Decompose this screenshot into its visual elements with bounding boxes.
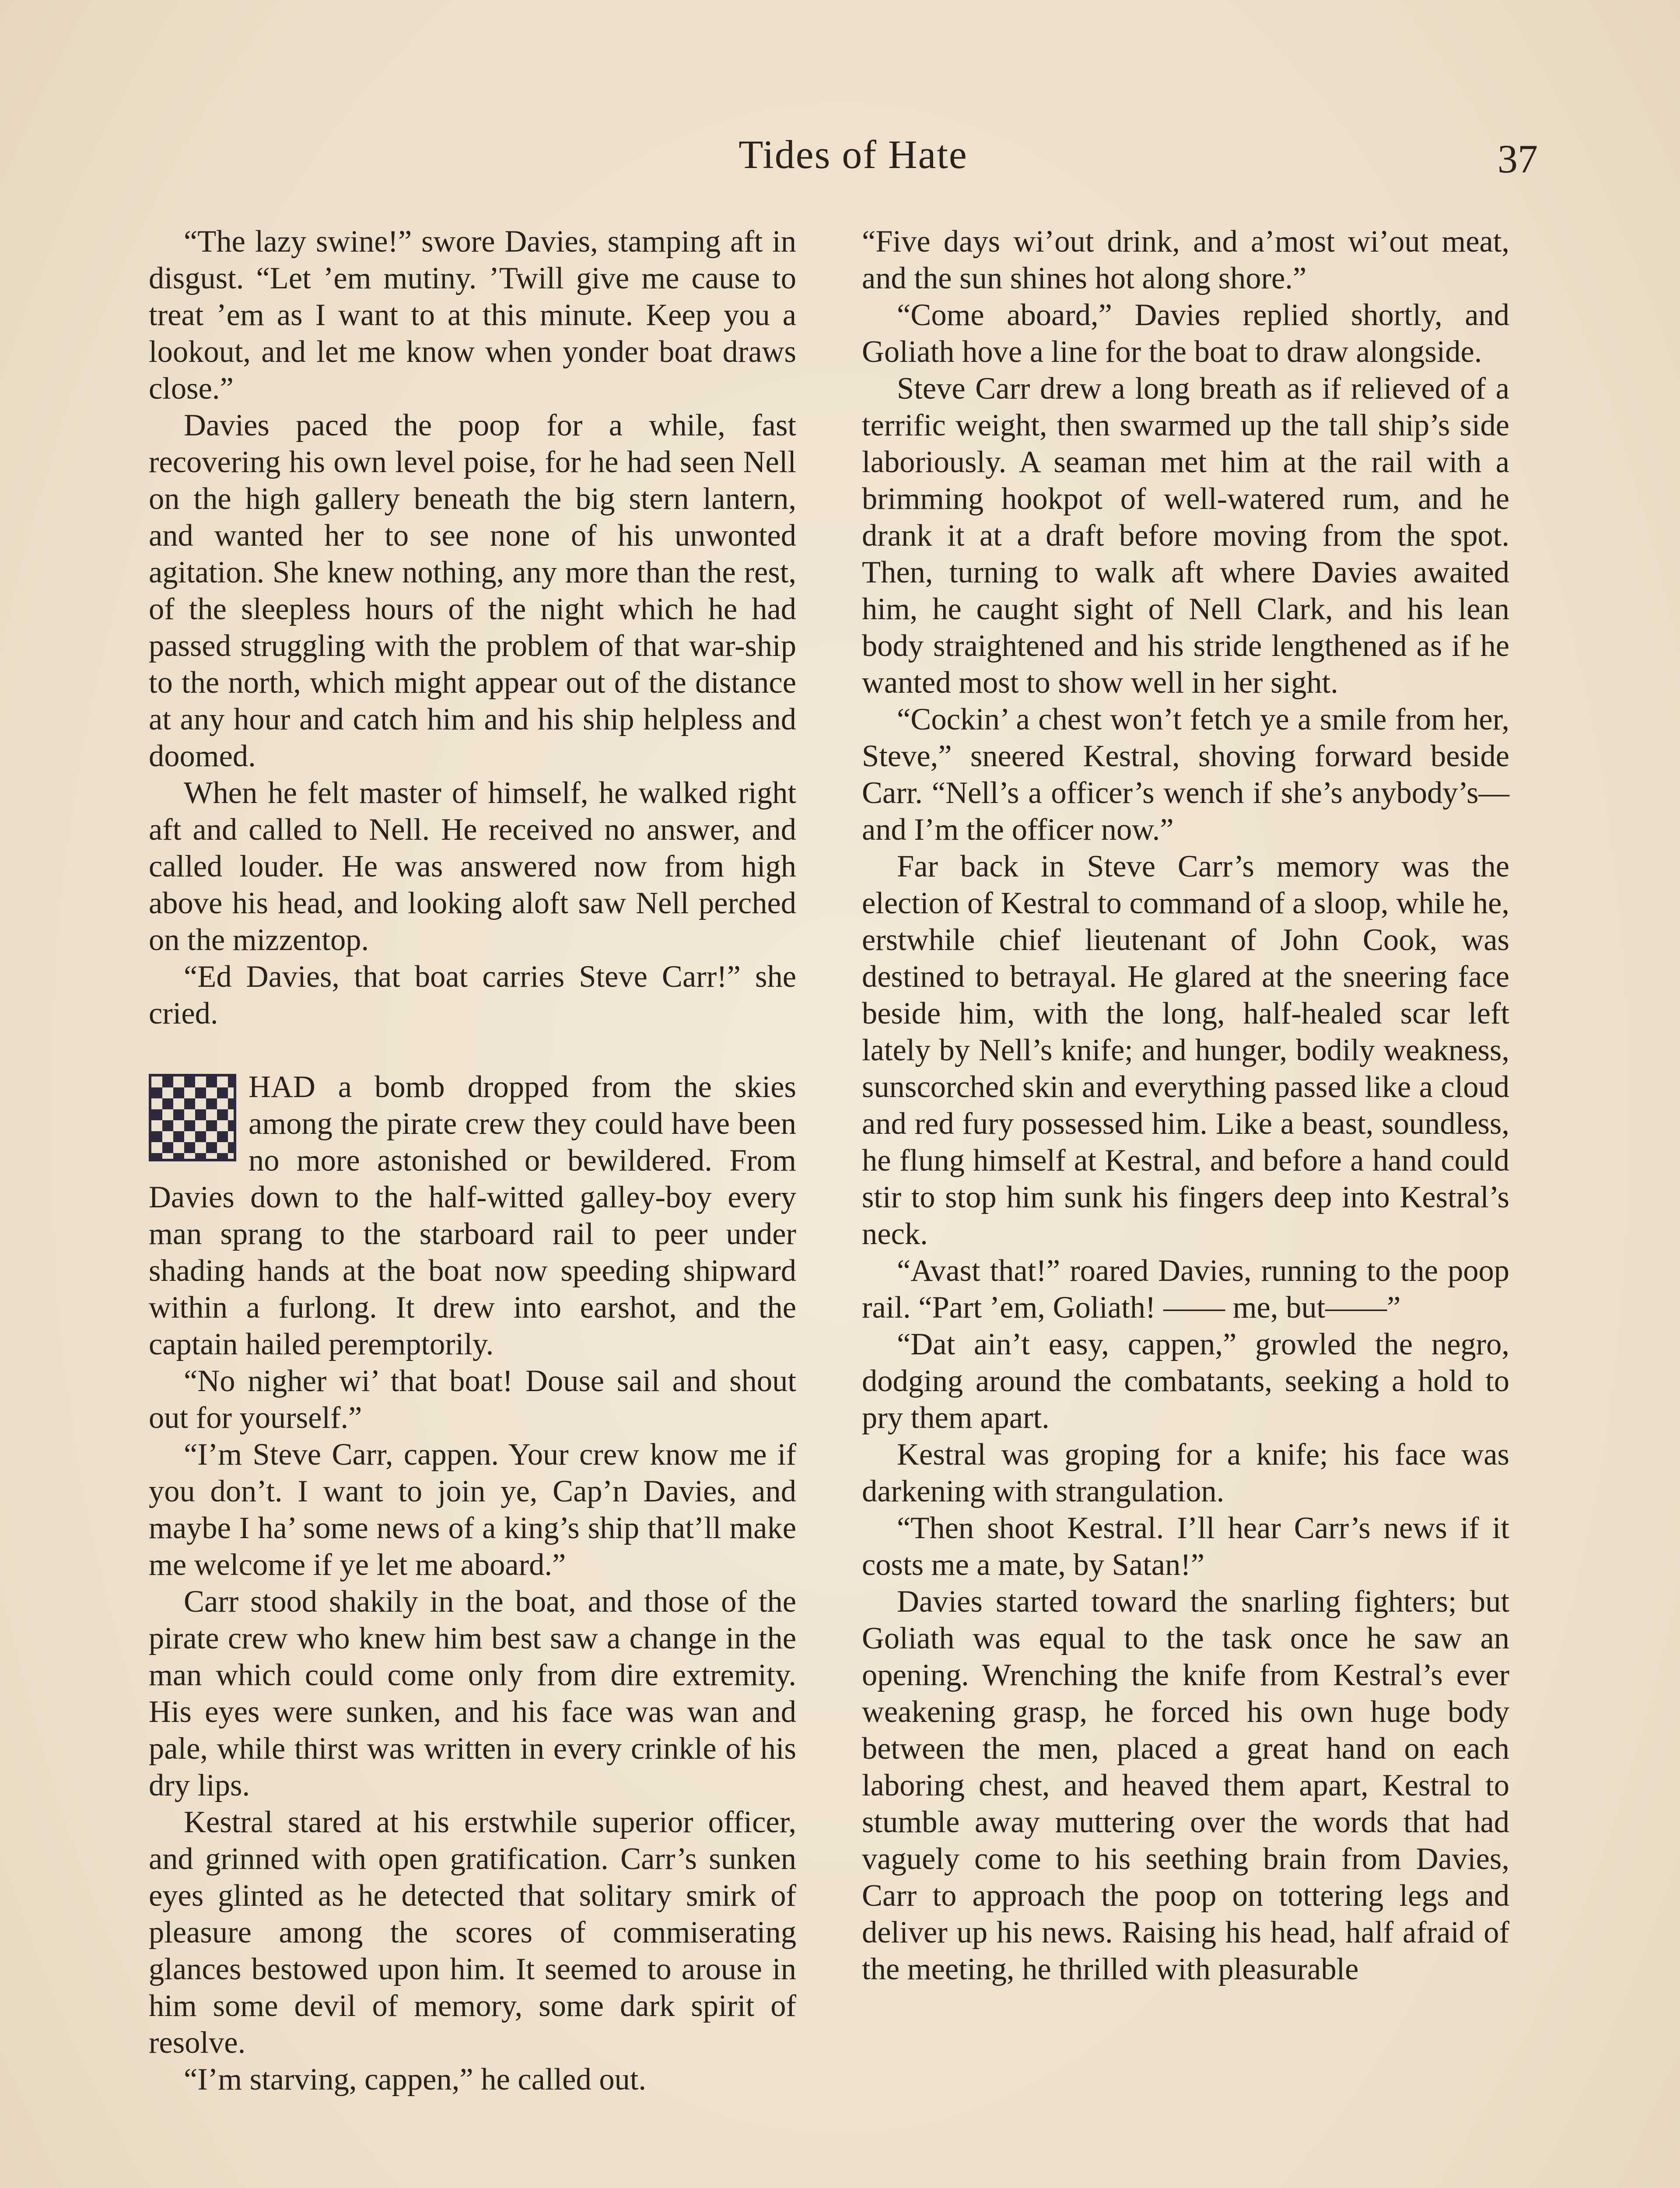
paragraph: “The lazy swine!” swore Davies, stamping aft in disgust. “Let ’em mutiny. ’Twill give me cause to treat ’em as I want to at this minute. Keep you a lookout, and let me know when yonder boat draws close.”: [149, 224, 796, 406]
right-column: [862, 223, 1509, 1988]
paragraph: Davies started toward the snarling fighters; but Goliath was equal to the task once he saw an opening. Wrenching the knife from Kestral’s ever weakening grasp, he forced his own huge body between the men, placed a great hand on each laboring chest, and heaved them apart, Kestral to stumble away muttering over the words that had vaguely come to his seething brain from Davies, Carr to approach the poop on tottering legs and deliver up his news. Raising his head, half afraid of the meeting, he thrilled with pleasurable: [862, 1585, 1509, 1986]
paragraph: “Come aboard,” Davies replied shortly, and Goliath hove a line for the boat to draw alongside.: [862, 298, 1509, 369]
paragraph: “I’m Steve Carr, cappen. Your crew know me if you don’t. I want to join ye, Cap’n Davies, and maybe I ha’ some news of a king’s ship that’ll make me welcome if ye let me aboard.”: [149, 1438, 796, 1582]
left-column: [149, 223, 796, 2098]
paragraph: “Ed Davies, that boat carries Steve Carr!” she cried.: [149, 960, 796, 1031]
paragraph: “Avast that!” roared Davies, running to the poop rail. “Part ’em, Goliath! —— me, but——”: [862, 1254, 1509, 1325]
page-number: 37: [1498, 137, 1538, 181]
paragraph: “Cockin’ a chest won’t fetch ye a smile from her, Steve,” sneered Kestral, shoving forward beside Carr. “Nell’s a officer’s wench if she’s anybody’s—and I’m the officer now.”: [862, 702, 1509, 847]
paragraph: Carr stood shakily in the boat, and those of the pirate crew who knew him best saw a change in the man which could come only from dire extremity. His eyes were sunken, and his face was wan and pale, while thirst was written in every crinkle of his dry lips.: [149, 1585, 796, 1802]
paragraph: Kestral stared at his erstwhile superior officer, and grinned with open gratification. Carr’s sunken eyes glinted as he detected that solitary smirk of pleasure among the scores of commiserating glances bestowed upon him. It seemed to arouse in him some devil of memory, some dark spirit of resolve.: [149, 1805, 796, 2060]
paragraph: Kestral was groping for a knife; his face was darkening with strangulation.: [862, 1438, 1509, 1508]
paragraph: HAD a bomb dropped from the skies among the pirate crew they could have been no more astonished or bewildered. From Davies down to the half-witted galley-boy every man sprang to the starboard rail to peer under shading hands at the boat now speeding shipward within a furlong. It drew into earshot, and the captain hailed peremptorily.: [149, 1070, 796, 1361]
paragraph: “Then shoot Kestral. I’ll hear Carr’s news if it costs me a mate, by Satan!”: [862, 1511, 1509, 1582]
drop-cap-ornament: [149, 1074, 236, 1161]
section-start: [149, 1069, 796, 1363]
paragraph: Far back in Steve Carr’s memory was the election of Kestral to command of a sloop, while he, erstwhile chief lieutenant of John Cook, was destined to betrayal. He glared at the sneering face beside him, with the long, half-healed scar left lately by Nell’s knife; and hunger, bodily weakness, sunscorched skin and everything passed like a cloud and red fury possessed him. Like a beast, soundless, he flung himself at Kestral, and before a hand could stir to stop him sunk his fingers deep into Kestral’s neck.: [862, 849, 1509, 1251]
paragraph: Steve Carr drew a long breath as if relieved of a terrific weight, then swarmed up the tall ship’s side laboriously. A seaman met him at the rail with a brimming hookpot of well-watered rum, and he drank it at a draft before moving from the spot. Then, turning to walk aft where Davies awaited him, he caught sight of Nell Clark, and his lean body straightened and his stride lengthened as if he wanted most to show well in her sight.: [862, 372, 1509, 700]
paragraph: When he felt master of himself, he walked right aft and called to Nell. He received no answer, and called louder. He was answered now from high above his head, and looking aloft saw Nell perched on the mizzentop.: [149, 776, 796, 957]
paragraph: Davies paced the poop for a while, fast recovering his own level poise, for he had seen Nell on the high gallery beneath the big stern lantern, and wanted her to see none of his unwonted agitation. She knew nothing, any more than the rest, of the sleepless hours of the night which he had passed struggling with the problem of that war-ship to the north, which might appear out of the distance at any hour and catch him and his ship helpless and doomed.: [149, 408, 796, 773]
paragraph: “Dat ain’t easy, cappen,” growled the negro, dodging around the combatants, seeking a hold to pry them apart.: [862, 1327, 1509, 1435]
running-title: Tides of Hate: [738, 132, 968, 177]
page-header: [0, 131, 1680, 188]
paragraph: “Five days wi’out drink, and a’most wi’out meat, and the sun shines hot along shore.”: [862, 224, 1509, 295]
paragraph: “I’m starving, cappen,” he called out.: [184, 2062, 647, 2097]
paragraph: “No nigher wi’ that boat! Douse sail and shout out for yourself.”: [149, 1364, 796, 1435]
